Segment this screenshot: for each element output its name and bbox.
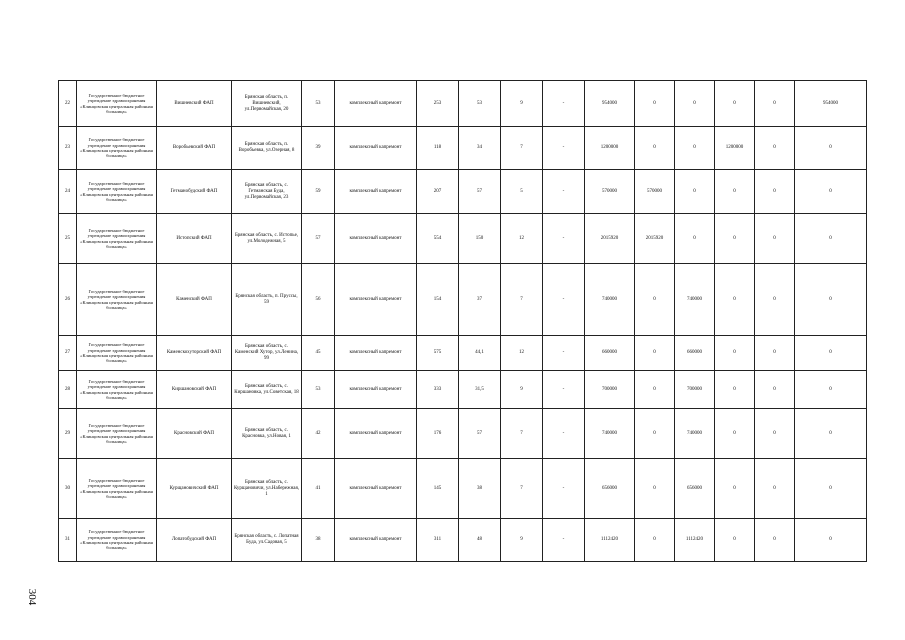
year-5-cost: 954000	[795, 81, 867, 127]
value-col-4: -	[543, 214, 585, 264]
value-col-3: 9	[501, 371, 543, 409]
area-value: 53	[302, 81, 335, 127]
value-col-3: 7	[501, 264, 543, 336]
year-1-cost: 0	[635, 459, 675, 519]
repair-type: комплексный капремонт	[335, 127, 417, 170]
value-col-4: -	[543, 459, 585, 519]
organization-name: Государственное бюджетное учреждение здравоохранения «Клинцовская центральная районная больница»	[77, 214, 157, 264]
fap-name: Гетманобудский ФАП	[157, 170, 232, 214]
organization-name: Государственное бюджетное учреждение здравоохранения «Клинцовская центральная районная больница»	[77, 264, 157, 336]
value-col-1: 575	[417, 336, 459, 371]
total-cost: 660000	[585, 336, 635, 371]
year-4-cost: 0	[755, 127, 795, 170]
repair-type: комплексный капремонт	[335, 214, 417, 264]
total-cost: 700000	[585, 371, 635, 409]
value-col-2: 38	[459, 459, 501, 519]
value-col-1: 554	[417, 214, 459, 264]
repair-type: комплексный капремонт	[335, 264, 417, 336]
value-col-3: 7	[501, 127, 543, 170]
year-5-cost: 0	[795, 519, 867, 562]
fap-name: Курщановичский ФАП	[157, 459, 232, 519]
fap-address: Брянская область, с. Истопье, ул.Молодежная, 5	[232, 214, 302, 264]
repair-type: комплексный капремонт	[335, 519, 417, 562]
year-4-cost: 0	[755, 519, 795, 562]
year-5-cost: 0	[795, 409, 867, 459]
value-col-4: -	[543, 519, 585, 562]
value-col-3: 9	[501, 519, 543, 562]
value-col-2: 57	[459, 409, 501, 459]
year-4-cost: 0	[755, 81, 795, 127]
row-number: 25	[59, 214, 77, 264]
fap-address: Брянская область, п. Пруссы, 59	[232, 264, 302, 336]
repair-type: комплексный капремонт	[335, 409, 417, 459]
year-5-cost: 0	[795, 336, 867, 371]
table-row	[59, 81, 867, 127]
year-1-cost: 0	[635, 371, 675, 409]
table-row	[59, 214, 867, 264]
value-col-1: 207	[417, 170, 459, 214]
page-number: 304	[26, 588, 39, 606]
value-col-2: 37	[459, 264, 501, 336]
repair-type: комплексный капремонт	[335, 371, 417, 409]
repair-type: комплексный капремонт	[335, 81, 417, 127]
value-col-1: 145	[417, 459, 459, 519]
value-col-3: 12	[501, 214, 543, 264]
table-row	[59, 170, 867, 214]
table-row	[59, 459, 867, 519]
fap-address: Брянская область, с. Гетманская Буда, ул.Первомайская, 23	[232, 170, 302, 214]
value-col-1: 118	[417, 127, 459, 170]
organization-name: Государственное бюджетное учреждение здравоохранения «Клинцовская центральная районная больница»	[77, 519, 157, 562]
year-2-cost: 700000	[675, 371, 715, 409]
area-value: 57	[302, 214, 335, 264]
repair-type: комплексный капремонт	[335, 459, 417, 519]
row-number: 30	[59, 459, 77, 519]
value-col-3: 12	[501, 336, 543, 371]
total-cost: 1200000	[585, 127, 635, 170]
area-value: 56	[302, 264, 335, 336]
table-row	[59, 371, 867, 409]
year-3-cost: 1200000	[715, 127, 755, 170]
organization-name: Государственное бюджетное учреждение здравоохранения «Клинцовская центральная районная больница»	[77, 81, 157, 127]
value-col-1: 333	[417, 371, 459, 409]
year-3-cost: 0	[715, 519, 755, 562]
value-col-3: 7	[501, 409, 543, 459]
year-2-cost: 0	[675, 214, 715, 264]
fap-address: Брянская область, с. Курщановичи, ул.Набережная, 1	[232, 459, 302, 519]
value-col-4: -	[543, 127, 585, 170]
year-2-cost: 1112420	[675, 519, 715, 562]
value-col-2: 31,5	[459, 371, 501, 409]
year-5-cost: 0	[795, 170, 867, 214]
fap-name: Вишневский ФАП	[157, 81, 232, 127]
year-1-cost: 0	[635, 336, 675, 371]
year-2-cost: 0	[675, 127, 715, 170]
year-2-cost: 656000	[675, 459, 715, 519]
year-1-cost: 0	[635, 264, 675, 336]
year-5-cost: 0	[795, 459, 867, 519]
organization-name: Государственное бюджетное учреждение здравоохранения «Клинцовская центральная районная больница»	[77, 409, 157, 459]
year-2-cost: 660000	[675, 336, 715, 371]
year-2-cost: 0	[675, 81, 715, 127]
year-4-cost: 0	[755, 214, 795, 264]
fap-address: Брянская область, с. Красновка, ул.Новая, 1	[232, 409, 302, 459]
total-cost: 954000	[585, 81, 635, 127]
value-col-3: 9	[501, 81, 543, 127]
organization-name: Государственное бюджетное учреждение здравоохранения «Клинцовская центральная районная больница»	[77, 127, 157, 170]
table-row	[59, 519, 867, 562]
value-col-4: -	[543, 409, 585, 459]
area-value: 42	[302, 409, 335, 459]
fap-address: Брянская область, п. Вишневский, ул.Первомайская, 20	[232, 81, 302, 127]
row-number: 28	[59, 371, 77, 409]
year-5-cost: 0	[795, 214, 867, 264]
repair-type: комплексный капремонт	[335, 170, 417, 214]
organization-name: Государственное бюджетное учреждение здравоохранения «Клинцовская центральная районная больница»	[77, 336, 157, 371]
area-value: 45	[302, 336, 335, 371]
year-4-cost: 0	[755, 371, 795, 409]
row-number: 26	[59, 264, 77, 336]
value-col-4: -	[543, 170, 585, 214]
year-3-cost: 0	[715, 81, 755, 127]
value-col-3: 7	[501, 459, 543, 519]
row-number: 27	[59, 336, 77, 371]
value-col-2: 48	[459, 519, 501, 562]
row-number: 29	[59, 409, 77, 459]
value-col-4: -	[543, 264, 585, 336]
year-3-cost: 0	[715, 459, 755, 519]
fap-address: Брянская область, с. Лопатная Буда, ул.Садовая, 5	[232, 519, 302, 562]
year-2-cost: 0	[675, 170, 715, 214]
total-cost: 740000	[585, 264, 635, 336]
organization-name: Государственное бюджетное учреждение здравоохранения «Клинцовская центральная районная больница»	[77, 371, 157, 409]
year-5-cost: 0	[795, 264, 867, 336]
total-cost: 570000	[585, 170, 635, 214]
area-value: 53	[302, 371, 335, 409]
total-cost: 1112420	[585, 519, 635, 562]
fap-name: Киршановский ФАП	[157, 371, 232, 409]
year-2-cost: 740000	[675, 409, 715, 459]
fap-name: Воробьевский ФАП	[157, 127, 232, 170]
table-row	[59, 409, 867, 459]
fap-address: Брянская область, с. Каменский Хутор, ул.Ленина, 99	[232, 336, 302, 371]
year-2-cost: 740000	[675, 264, 715, 336]
row-number: 24	[59, 170, 77, 214]
value-col-2: 150	[459, 214, 501, 264]
area-value: 59	[302, 170, 335, 214]
row-number: 22	[59, 81, 77, 127]
area-value: 38	[302, 519, 335, 562]
fap-address: Брянская область, п. Воробьевка, ул.Озерная, 8	[232, 127, 302, 170]
year-1-cost: 0	[635, 81, 675, 127]
value-col-1: 253	[417, 81, 459, 127]
year-5-cost: 0	[795, 127, 867, 170]
year-1-cost: 0	[635, 519, 675, 562]
value-col-2: 53	[459, 81, 501, 127]
total-cost: 656000	[585, 459, 635, 519]
value-col-4: -	[543, 371, 585, 409]
fap-name: Истопский ФАП	[157, 214, 232, 264]
table-row	[59, 127, 867, 170]
value-col-1: 176	[417, 409, 459, 459]
value-col-1: 311	[417, 519, 459, 562]
year-3-cost: 0	[715, 214, 755, 264]
total-cost: 740000	[585, 409, 635, 459]
row-number: 31	[59, 519, 77, 562]
fap-address: Брянская область, с. Киршановка, ул.Советская, 18	[232, 371, 302, 409]
area-value: 41	[302, 459, 335, 519]
fap-repair-table	[58, 80, 867, 562]
table-row	[59, 264, 867, 336]
value-col-2: 57	[459, 170, 501, 214]
value-col-3: 5	[501, 170, 543, 214]
row-number: 23	[59, 127, 77, 170]
fap-name: Красновский ФАП	[157, 409, 232, 459]
year-4-cost: 0	[755, 264, 795, 336]
year-4-cost: 0	[755, 459, 795, 519]
year-4-cost: 0	[755, 409, 795, 459]
year-4-cost: 0	[755, 170, 795, 214]
year-3-cost: 0	[715, 371, 755, 409]
organization-name: Государственное бюджетное учреждение здравоохранения «Клинцовская центральная районная больница»	[77, 170, 157, 214]
year-3-cost: 0	[715, 170, 755, 214]
value-col-2: 44,1	[459, 336, 501, 371]
value-col-1: 154	[417, 264, 459, 336]
organization-name: Государственное бюджетное учреждение здравоохранения «Клинцовская центральная районная больница»	[77, 459, 157, 519]
year-3-cost: 0	[715, 264, 755, 336]
value-col-4: -	[543, 336, 585, 371]
value-col-2: 34	[459, 127, 501, 170]
year-1-cost: 2015920	[635, 214, 675, 264]
fap-name: Каменскохуторский ФАП	[157, 336, 232, 371]
fap-name: Лопатобудский ФАП	[157, 519, 232, 562]
year-4-cost: 0	[755, 336, 795, 371]
table-row	[59, 336, 867, 371]
year-3-cost: 0	[715, 409, 755, 459]
repair-type: комплексный капремонт	[335, 336, 417, 371]
year-5-cost: 0	[795, 371, 867, 409]
year-1-cost: 0	[635, 409, 675, 459]
fap-name: Каменский ФАП	[157, 264, 232, 336]
year-1-cost: 0	[635, 127, 675, 170]
year-3-cost: 0	[715, 336, 755, 371]
value-col-4: -	[543, 81, 585, 127]
area-value: 39	[302, 127, 335, 170]
total-cost: 2015920	[585, 214, 635, 264]
year-1-cost: 570000	[635, 170, 675, 214]
